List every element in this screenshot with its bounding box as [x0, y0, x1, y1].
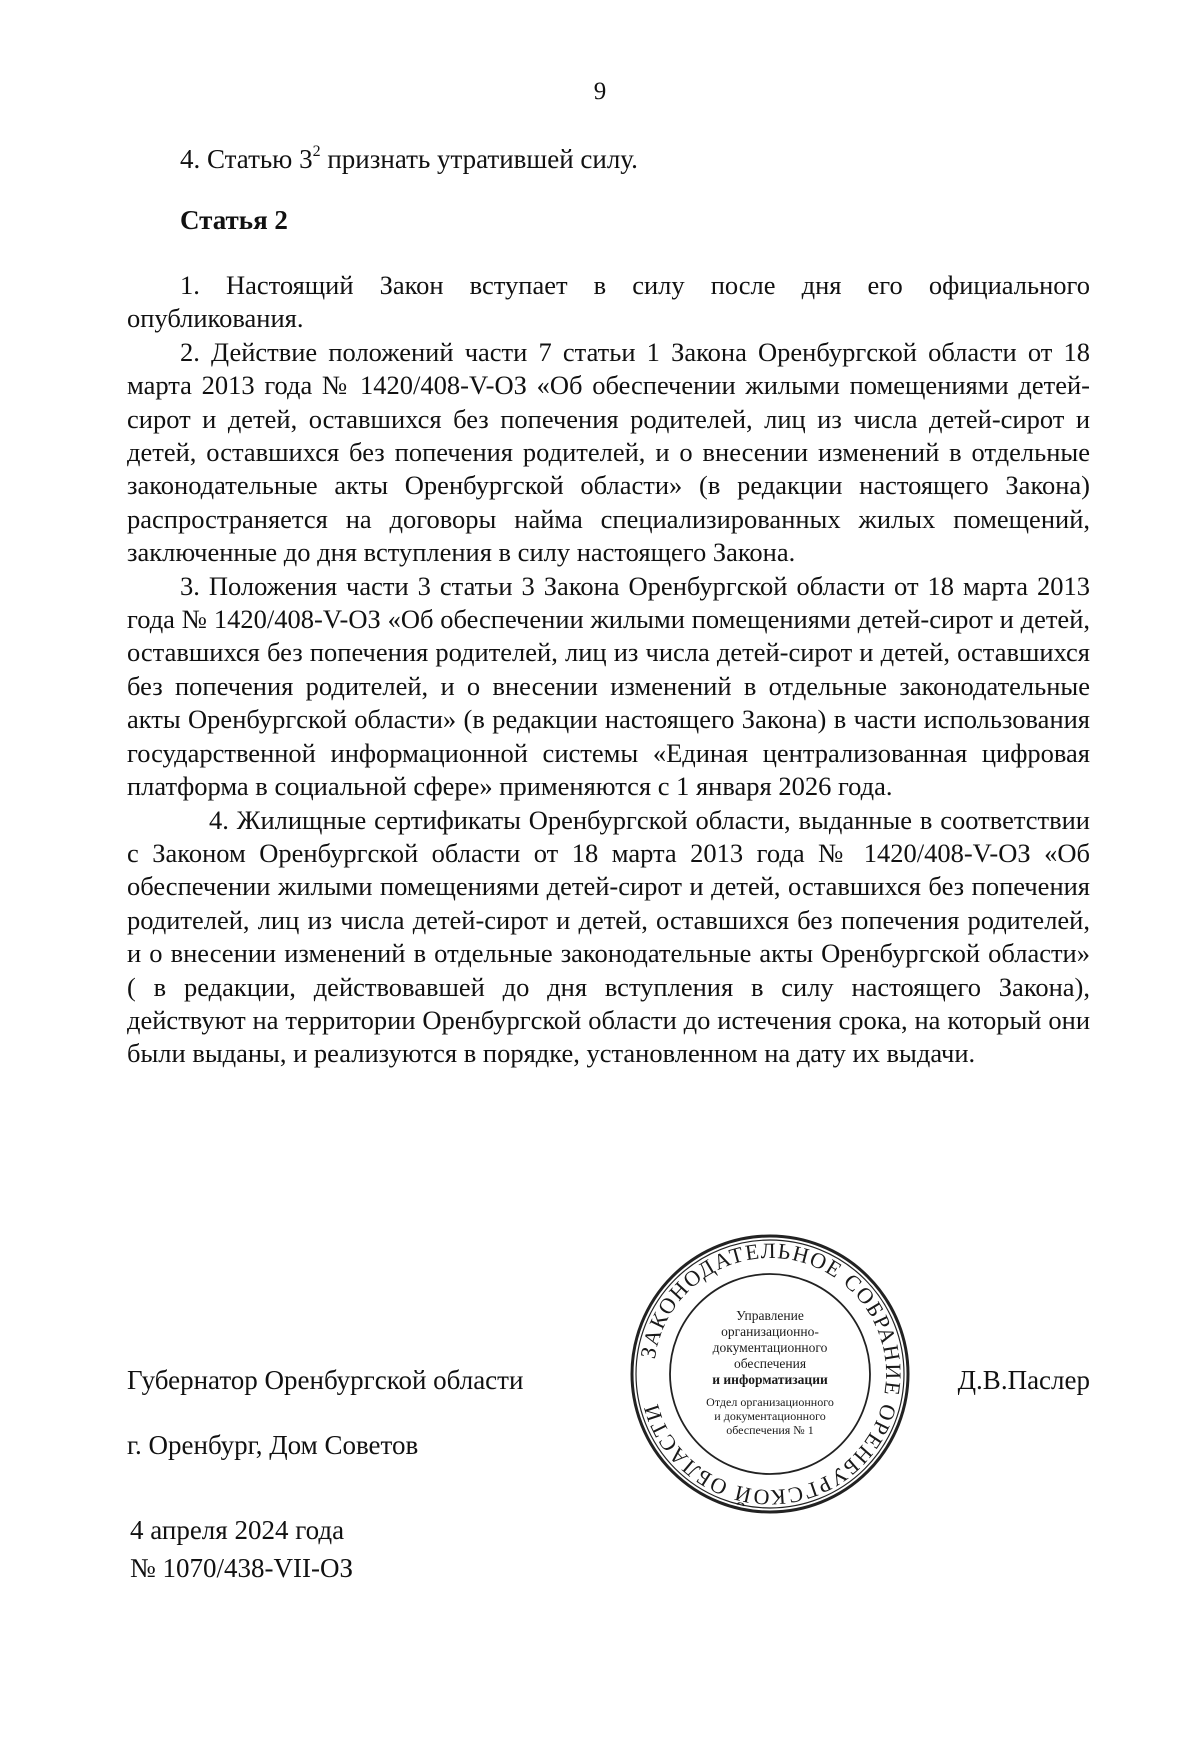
- stamp-outer-text: ЗАКОНОДАТЕЛЬНОЕ СОБРАНИЕ ОРЕНБУРГСКОЙ ОБЛАСТИ: [635, 1237, 907, 1511]
- signatory-title: Губернатор Оренбургской области: [127, 1365, 524, 1395]
- stamp-line-2: организационно-: [721, 1324, 819, 1339]
- stamp-line-8: обеспечения № 1: [726, 1423, 814, 1437]
- paragraph-3: 3. Положения части 3 статьи 3 Закона Оренбургской области от 18 марта 2013 года № 1420/408-V-ОЗ «Об обеспечении жилыми помещениями детей-сирот и детей, оставшихся без попечения родителей, лиц из числа детей-сирот и детей, оставшихся без попечения родителей, и о внесении изменений в отдельные законодательные акты Оренбургской области» (в редакции настоящего Закона) в части использования государственной информационной системы «Единая централизованная цифровая платформа в социальной сфере» применяются с 1 января 2026 года.: [127, 570, 1090, 802]
- stamp-line-7: и документационного: [714, 1409, 826, 1423]
- stamp-line-6: Отдел организационного: [706, 1395, 834, 1409]
- item4-suffix: признать утратившей силу.: [320, 144, 638, 174]
- article1-item4: [180, 142, 638, 176]
- signing-place: г. Оренбург, Дом Советов: [127, 1430, 419, 1460]
- article2-body: [127, 269, 1090, 1071]
- item4-prefix: 4. Статью 3: [180, 144, 313, 174]
- item4-superscript: 2: [312, 143, 321, 160]
- stamp-line-4: обеспечения: [733, 1356, 807, 1371]
- stamp-line-5: и информатизации: [712, 1372, 828, 1387]
- stamp-line-3: документационного: [712, 1340, 828, 1355]
- paragraph-1: 1. Настоящий Закон вступает в силу после дня его официального опубликования.: [127, 270, 1090, 334]
- paragraph-2: 2. Действие положений части 7 статьи 1 Закона Оренбургской области от 18 марта 2013 года № 1420/408-V-ОЗ «Об обеспечении жилыми помещениями детей-сирот и детей, оставшихся без попечения родителей, лиц из числа детей-сирот и детей, оставшихся без попечения родителей, и о внесении изменений в отдельные законодательные акты Оренбургской области» (в редакции настоящего Закона) распространяется на договоры найма специализированных жилых помещений, заключенные до дня вступления в силу настоящего Закона.: [127, 336, 1090, 568]
- paragraph-4: 4. Жилищные сертификаты Оренбургской области, выданные в соответствии с Законом Оренбургской области от 18 марта 2013 года № 1420/408-V-ОЗ «Об обеспечении жилыми помещениями детей-сирот и детей, оставшихся без попечения родителей, лиц из числа детей-сирот и детей, оставшихся без попечения родителей, и о внесении изменений в отдельные законодательные акты Оренбургской области» ( в редакции, действовавшей до дня вступления в силу настоящего Закона), действуют на территории Оренбургской области до истечения срока, на который они были выданы, и реализуются в порядке, установленном на дату их выдачи.: [127, 804, 1090, 1069]
- page-number: 9: [593, 78, 607, 105]
- law-date: 4 апреля 2024 года: [130, 1515, 345, 1545]
- stamp-line-1: Управление: [736, 1308, 804, 1323]
- article-title: Статья 2: [180, 205, 288, 235]
- law-number: № 1070/438-VII-ОЗ: [130, 1553, 354, 1583]
- official-stamp: [628, 1232, 912, 1516]
- signatory-name: Д.В.Паслер: [957, 1365, 1090, 1395]
